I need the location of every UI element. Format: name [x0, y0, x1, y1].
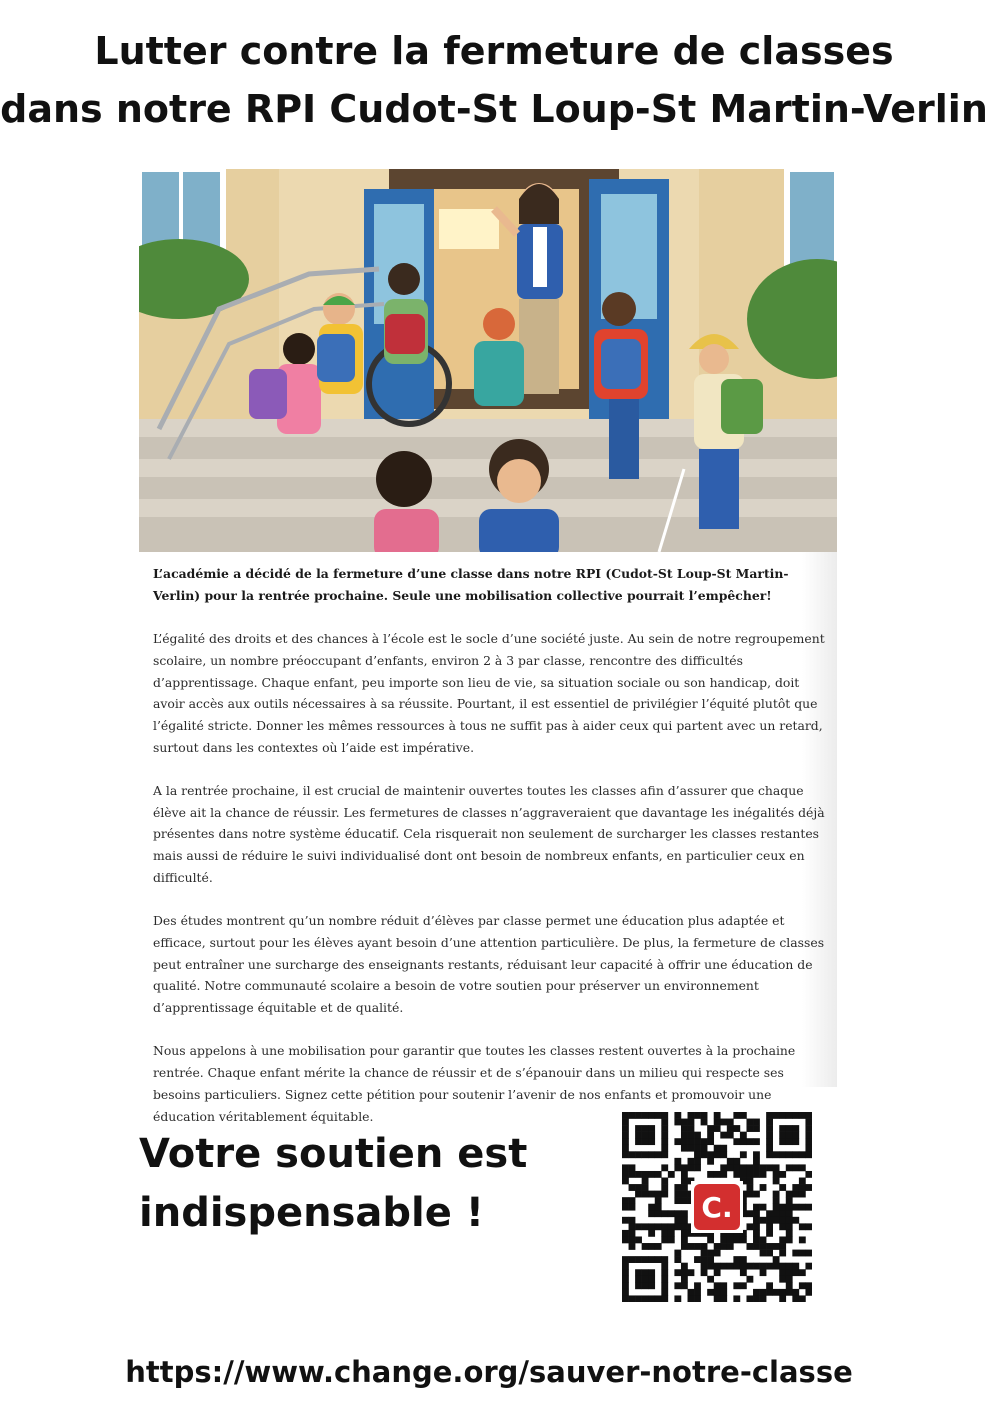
support-line-2: indispensable !	[139, 1190, 485, 1236]
petition-url-link[interactable]: https://www.change.org/sauver-notre-classe	[125, 1355, 853, 1389]
article-paragraph-2: A la rentrée prochaine, il est crucial de maintenir ouvertes toutes les classes afin d’assurer que chaque élève ait la chance de réussir. Les fermetures de classes n’aggraveraient que davantage les inégalités déjà présentes dans notre système éducatif. Cela risquerait non seulement de surcharger les classes restantes mais aussi de réduire le suivi individualisé dont ont besoin de nombreux enfants, en particulier ceux en difficulté.	[153, 783, 825, 885]
qr-code-icon[interactable]	[622, 1112, 812, 1302]
title-line-1: Lutter contre la fermeture de classes	[94, 29, 894, 73]
article-lead: L’académie a décidé de la fermeture d’une classe dans notre RPI (Cudot-St Loup-St Martin-Verlin) pour la rentrée prochaine. Seule une mobilisation collective pourrait l’empêcher!	[153, 566, 789, 603]
page-title	[0, 22, 988, 138]
article-paragraph-4: Nous appelons à une mobilisation pour garantir que toutes les classes restent ouvertes à la prochaine rentrée. Chaque enfant mérite la chance de réussir et de s’épanouir dans un milieu qui respecte ses besoins particuliers. Signez cette pétition pour soutenir l’avenir de nos enfants et promouvoir une éducation véritablement équitable.	[153, 1043, 796, 1124]
school-entrance-illustration	[139, 169, 837, 552]
petition-article	[153, 563, 825, 1149]
qr-logo-text: C.	[701, 1191, 733, 1224]
article-paragraph-1: L’égalité des droits et des chances à l’école est le socle d’une société juste. Au sein de notre regroupement scolaire, un nombre préoccupant d’enfants, environ 2 à 3 par classe, rencontre des difficultés d’apprentissage. Chaque enfant, peu importe son lieu de vie, sa situation sociale ou son handicap, doit avoir accès aux outils nécessaires à sa réussite. Pourtant, il est essentiel de privilégier l’équité plutôt que l’égalité stricte. Donner les mêmes ressources à tous ne suffit pas à aider ceux qui partent avec un retard, surtout dans les contextes où l’aide est impérative.	[153, 631, 825, 755]
article-paragraph-3: Des études montrent qu’un nombre réduit d’élèves par classe permet une éducation plus adaptée et efficace, surtout pour les élèves ayant besoin d’une attention particulière. De plus, la fermeture de classes peut entraîner une surcharge des enseignants restants, réduisant leur capacité à offrir une éducation de qualité. Notre communauté scolaire a besoin de votre soutien pour préserver un environnement d’apprentissage équitable et de qualité.	[153, 913, 825, 1016]
support-line-1: Votre soutien est	[139, 1131, 528, 1177]
title-line-2: dans notre RPI Cudot-St Loup-St Martin-Verlin	[0, 87, 988, 131]
support-heading	[139, 1125, 559, 1243]
